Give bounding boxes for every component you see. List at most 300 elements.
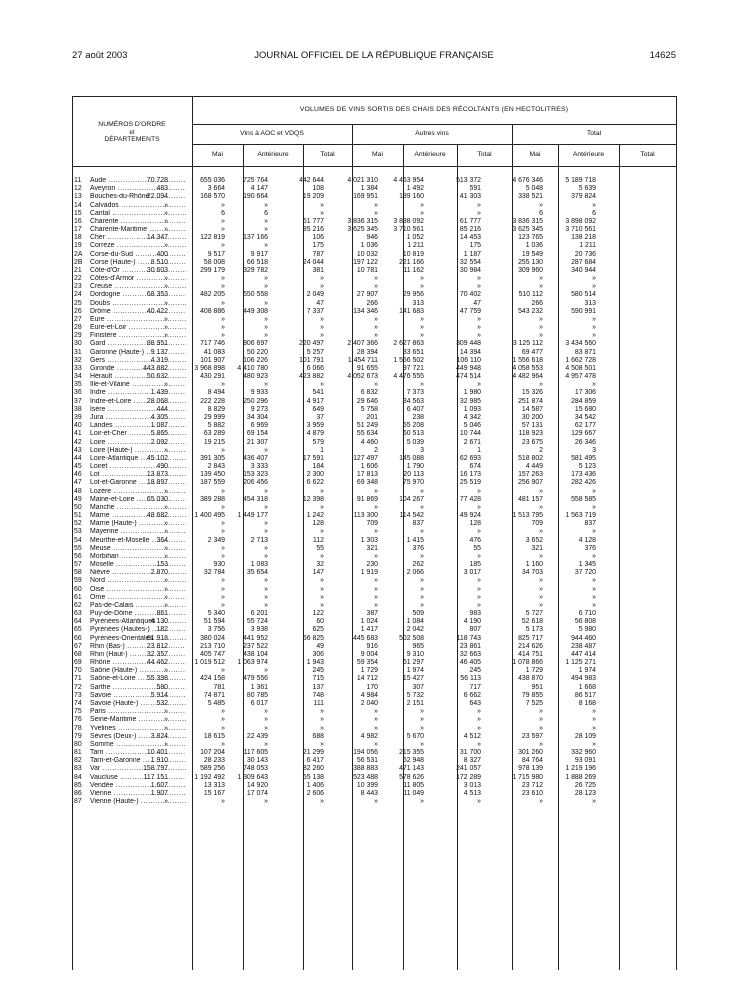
table-row: [72, 651, 676, 659]
total-mai: »: [477, 528, 481, 536]
autres-mai: 1 943: [306, 659, 324, 667]
row-department: Vendée .....: [90, 782, 186, 790]
total-mai: 807: [469, 626, 481, 634]
row-number: 58: [74, 569, 82, 577]
total-anterieure: »: [539, 798, 543, 806]
total-anterieure: 951: [531, 683, 543, 691]
autres-anterieure: »: [374, 740, 378, 748]
row-department: Orne .....: [90, 594, 186, 602]
table-row: [72, 267, 676, 275]
table-row: [72, 234, 676, 242]
total-anterieure: 69 477: [521, 348, 543, 356]
aoc-anterieure: »: [221, 708, 225, 716]
table-row: [72, 684, 676, 692]
table-row: [72, 389, 676, 397]
row-department: Saône-et-Loire .....: [90, 675, 186, 683]
aoc-total: 69 154: [246, 430, 268, 438]
aoc-anterieure: »: [221, 332, 225, 340]
autres-mai: 111: [313, 700, 324, 707]
aoc-total: »: [264, 487, 268, 495]
autres-mai: »: [320, 585, 324, 593]
aoc-mai: 182: [156, 626, 168, 634]
total-mai: 309 448: [456, 340, 481, 348]
row-number: 76: [74, 716, 82, 724]
table-row: [72, 324, 676, 332]
total-total: 1 668: [578, 683, 596, 691]
row-department: Bouches-du-Rhône .....: [90, 193, 186, 201]
stub-header-line3: DÉPARTEMENTS: [104, 136, 160, 143]
total-anterieure: 301 260: [518, 749, 543, 757]
row-number: 34: [74, 373, 82, 381]
aoc-total: 806 697: [243, 340, 268, 348]
autres-total: 578 626: [399, 773, 424, 781]
row-number: 19: [74, 242, 82, 250]
row-number: 60: [74, 585, 82, 593]
autres-total: 965: [412, 642, 424, 650]
aoc-mai: »: [164, 487, 168, 495]
total-total: 37 720: [574, 569, 596, 577]
row-department: Puy-de-Dôme .....: [90, 610, 186, 618]
autres-total: 60 513: [402, 430, 424, 438]
total-anterieure: 266: [531, 299, 543, 307]
aoc-anterieure: 405 747: [200, 650, 225, 658]
aoc-mai: »: [164, 601, 168, 609]
autres-anterieure: 709: [366, 520, 378, 528]
total-mai: »: [477, 324, 481, 332]
autres-total: 189 160: [399, 193, 424, 201]
autres-anterieure: »: [374, 201, 378, 209]
table-row: [72, 569, 676, 577]
row-department: Nièvre .....: [90, 569, 186, 577]
autres-mai: »: [320, 315, 324, 323]
table-row: [72, 537, 676, 545]
autres-mai: »: [320, 528, 324, 536]
autres-mai: 137: [312, 683, 324, 691]
aoc-total: 30 143: [246, 757, 268, 765]
table-row: [72, 504, 676, 512]
aoc-total: 14 920: [246, 781, 268, 789]
total-mai: 4 342: [463, 413, 481, 421]
autres-anterieure: 17 813: [356, 471, 378, 479]
aoc-mai: 61 918: [146, 634, 168, 642]
autres-total: 5 039: [406, 438, 424, 446]
total-total: 837: [584, 520, 596, 528]
row-department: Savoie .....: [90, 692, 186, 700]
total-total: 1 888 269: [565, 773, 596, 781]
row-department: Nord .....: [90, 577, 186, 585]
total-total: »: [592, 503, 596, 511]
total-mai: »: [477, 798, 481, 806]
autres-total: »: [420, 798, 424, 806]
total-anterieure: »: [539, 552, 543, 560]
row-number: 32: [74, 356, 82, 364]
row-department: Somme .....: [90, 741, 186, 749]
total-total: »: [592, 798, 596, 806]
aoc-mai: »: [164, 283, 168, 291]
aoc-mai: 70 728: [146, 177, 168, 184]
total-total: 4 508 501: [565, 364, 596, 372]
aoc-total: 66 518: [246, 258, 268, 266]
aoc-total: 6 969: [250, 422, 268, 430]
table-row: [72, 193, 676, 201]
aoc-anterieure: 8 494: [207, 389, 225, 397]
total-total: »: [592, 716, 596, 724]
autres-total: 221 166: [399, 258, 424, 266]
autres-mai: »: [320, 601, 324, 609]
total-mai: 983: [469, 610, 481, 618]
aoc-anterieure: 6: [221, 209, 225, 217]
total-mai: »: [477, 315, 481, 323]
total-anterieure: 1 513 795: [512, 512, 543, 520]
total-total: 93 091: [574, 757, 596, 765]
row-number: 64: [74, 618, 82, 626]
autres-mai: 688: [312, 732, 324, 740]
total-mai: 3 013: [463, 781, 481, 789]
total-total: 6 710: [578, 610, 596, 618]
aoc-anterieure: 41 083: [203, 348, 225, 356]
row-department: Saône (Haute-) .....: [90, 667, 186, 675]
row-number: 31: [74, 348, 82, 356]
aoc-total: 3 938: [250, 626, 268, 634]
total-mai: 32 985: [459, 397, 481, 405]
row-number: 44: [74, 454, 82, 462]
row-department: Marne (Haute-) .....: [90, 520, 186, 528]
table-row: [72, 782, 676, 790]
row-number: 22: [74, 275, 82, 283]
row-number: 62: [74, 601, 82, 609]
aoc-total: »: [264, 217, 268, 225]
autres-total: »: [420, 601, 424, 609]
autres-total: »: [420, 740, 424, 748]
autres-mai: 55: [316, 544, 324, 552]
table-row: [72, 716, 676, 724]
autres-total: 145 088: [399, 454, 424, 462]
autres-total: 62 948: [402, 757, 424, 765]
aoc-anterieure: 74 871: [203, 691, 225, 699]
aoc-anterieure: 213 710: [200, 642, 225, 650]
aoc-anterieure: »: [221, 544, 225, 552]
autres-mai: 21 299: [302, 749, 324, 757]
autres-total: »: [420, 487, 424, 495]
aoc-total: »: [264, 601, 268, 609]
total-anterieure: 978 139: [518, 765, 543, 773]
autres-mai: 541: [312, 389, 324, 397]
aoc-total: »: [264, 242, 268, 250]
autres-mai: »: [320, 593, 324, 601]
autres-anterieure: 127 497: [353, 454, 378, 462]
aoc-total: 6: [264, 209, 268, 217]
aoc-total: 2 713: [250, 536, 268, 544]
total-mai: 591: [469, 185, 481, 193]
autres-total: »: [420, 275, 424, 283]
row-department: Eure-et-Loir .....: [90, 324, 186, 332]
aoc-anterieure: 63 289: [203, 430, 225, 438]
subcol-header: Antérieure: [414, 151, 446, 158]
total-total: 3 898 092: [565, 217, 596, 225]
total-anterieure: 23 610: [521, 789, 543, 797]
autres-mai: 47: [316, 299, 324, 307]
row-number: 38: [74, 405, 82, 413]
autres-anterieure: 946: [366, 234, 378, 242]
autres-total: 3: [420, 446, 424, 454]
aoc-total: 725 764: [243, 177, 268, 184]
aoc-total: 1 083: [250, 561, 268, 569]
group-header-aoc: Vins à AOC et VDQS: [240, 130, 304, 137]
autres-anterieure: »: [374, 324, 378, 332]
total-anterieure: 1 160: [525, 561, 543, 569]
total-mai: 14 394: [459, 348, 481, 356]
aoc-anterieure: »: [221, 324, 225, 332]
aoc-anterieure: 32 784: [203, 569, 225, 577]
autres-total: 376: [412, 544, 424, 552]
autres-mai: »: [320, 275, 324, 283]
total-mai: 118 743: [456, 634, 481, 642]
row-number: 51: [74, 512, 82, 520]
autres-mai: 381: [312, 266, 324, 274]
total-anterieure: 1 556 618: [512, 356, 543, 364]
autres-mai: 108: [312, 185, 324, 193]
aoc-total: 206 456: [243, 479, 268, 487]
aoc-mai: »: [164, 593, 168, 601]
aoc-anterieure: 51 594: [203, 618, 225, 626]
total-anterieure: 57 131: [521, 422, 543, 430]
autres-anterieure: »: [374, 315, 378, 323]
total-mai: 3 017: [463, 569, 481, 577]
autres-mai: »: [320, 201, 324, 209]
total-total: 173 436: [571, 471, 596, 479]
aoc-total: 22 439: [246, 732, 268, 740]
aoc-anterieure: »: [221, 315, 225, 323]
aoc-anterieure: 781: [213, 683, 225, 691]
total-anterieure: 256 907: [518, 479, 543, 487]
autres-anterieure: 10 032: [356, 250, 378, 258]
total-anterieure: »: [539, 503, 543, 511]
total-total: 1 662 728: [565, 356, 596, 364]
autres-anterieure: 1 454 711: [347, 356, 378, 364]
autres-total: »: [420, 332, 424, 340]
total-anterieure: 2: [539, 446, 543, 454]
autres-anterieure: 197 122: [353, 258, 378, 266]
aoc-mai: 490: [156, 463, 168, 471]
total-total: 1 219 196: [565, 765, 596, 773]
aoc-anterieure: 3 664: [207, 185, 225, 193]
total-mai: »: [477, 209, 481, 217]
aoc-total: 50 220: [246, 348, 268, 356]
total-total: 15 680: [574, 405, 596, 413]
autres-mai: 106: [312, 234, 324, 242]
total-anterieure: »: [539, 740, 543, 748]
total-mai: 32 663: [459, 650, 481, 658]
autres-total: 262: [412, 561, 424, 569]
autres-total: 313: [412, 299, 424, 307]
table-row: [72, 496, 676, 504]
autres-total: »: [420, 552, 424, 560]
aoc-total: »: [264, 332, 268, 340]
table-row: [72, 422, 676, 430]
stub-header-line2: et: [129, 130, 135, 136]
table-row: [72, 259, 676, 267]
row-number: 48: [74, 487, 82, 495]
autres-mai: 37: [316, 413, 324, 421]
autres-total: »: [420, 593, 424, 601]
aoc-mai: »: [164, 585, 168, 593]
aoc-anterieure: 299 179: [200, 266, 225, 274]
table-row: [72, 708, 676, 716]
total-total: 332 960: [571, 749, 596, 757]
aoc-total: 137 166: [243, 234, 268, 242]
total-anterieure: 1 715 980: [512, 773, 543, 781]
total-anterieure: 510 112: [518, 291, 543, 299]
aoc-mai: »: [164, 528, 168, 536]
total-anterieure: »: [539, 324, 543, 332]
autres-anterieure: 8 443: [360, 789, 378, 797]
autres-mai: 649: [312, 405, 324, 413]
row-number: 14: [74, 201, 82, 209]
row-department: Marne .....: [90, 512, 186, 520]
total-total: »: [592, 275, 596, 283]
aoc-anterieure: 5 882: [207, 422, 225, 430]
total-mai: 30 984: [459, 266, 481, 274]
total-mai: 1 187: [463, 250, 481, 258]
autres-total: 1 556 502: [393, 356, 424, 364]
row-department: Manche .....: [90, 504, 186, 512]
aoc-mai: »: [164, 740, 168, 748]
total-total: »: [592, 740, 596, 748]
row-department: Savoie (Haute-) .....: [90, 700, 186, 708]
autres-total: 1 492: [406, 185, 424, 193]
autres-anterieure: 916: [366, 642, 378, 650]
total-mai: 55: [473, 544, 481, 552]
autres-anterieure: »: [374, 798, 378, 806]
autres-mai: »: [320, 503, 324, 511]
row-number: 26: [74, 307, 82, 315]
subcol-header: Total: [320, 151, 335, 158]
aoc-mai: 13 873: [146, 471, 168, 479]
row-department: Loire .....: [90, 439, 186, 447]
aoc-mai: 45 102: [146, 454, 168, 462]
aoc-mai: »: [164, 667, 168, 675]
total-total: 28 123: [574, 789, 596, 797]
autres-mai: 19 209: [302, 193, 324, 201]
total-mai: 6 662: [463, 691, 481, 699]
autres-total: 1 790: [406, 463, 424, 471]
aoc-anterieure: »: [221, 716, 225, 724]
total-total: 3: [592, 446, 596, 454]
row-number: 27: [74, 315, 82, 323]
aoc-total: »: [264, 324, 268, 332]
row-number: 73: [74, 691, 82, 699]
total-mai: 41 303: [459, 193, 481, 201]
aoc-total: 9 917: [250, 250, 268, 258]
subcol-header: Mai: [529, 151, 541, 158]
autres-anterieure: »: [374, 487, 378, 495]
total-total: »: [592, 528, 596, 536]
autres-total: 4 463 954: [393, 177, 424, 184]
aoc-total: 1 063 974: [237, 659, 268, 667]
total-mai: 4 513: [463, 789, 481, 797]
total-total: 8 168: [578, 700, 596, 707]
aoc-total: 748 053: [243, 765, 268, 773]
row-number: 81: [74, 749, 82, 757]
row-department: Rhin (Haut-) .....: [90, 651, 186, 659]
autres-total: 114 542: [399, 512, 424, 520]
row-number: 87: [74, 798, 82, 806]
row-number: 54: [74, 536, 82, 544]
table-row: [72, 765, 676, 773]
aoc-anterieure: »: [221, 552, 225, 560]
total-mai: »: [477, 740, 481, 748]
aoc-mai: 18 897: [146, 479, 168, 487]
autres-anterieure: 59 354: [356, 659, 378, 667]
aoc-total: »: [264, 708, 268, 716]
table-row: [72, 471, 676, 479]
autres-total: 15 427: [402, 675, 424, 683]
total-mai: 16 173: [459, 471, 481, 479]
autres-anterieure: 1 036: [360, 242, 378, 250]
aoc-mai: 50 632: [146, 373, 168, 381]
autres-mai: 2 049: [306, 291, 324, 299]
table-row: [72, 692, 676, 700]
autres-total: 10 819: [402, 250, 424, 258]
row-number: 78: [74, 724, 82, 732]
total-mai: 23 861: [459, 642, 481, 650]
total-anterieure: 438 870: [518, 675, 543, 683]
row-number: 40: [74, 422, 82, 430]
autres-anterieure: 51 249: [356, 422, 378, 430]
total-anterieure: »: [539, 283, 543, 291]
row-number: 16: [74, 217, 82, 225]
total-anterieure: 5 173: [525, 626, 543, 634]
autres-mai: 147: [312, 569, 324, 577]
table-row: [72, 218, 676, 226]
autres-mai: 2 606: [306, 789, 324, 797]
autres-total: »: [420, 585, 424, 593]
total-total: »: [592, 381, 596, 389]
aoc-anterieure: 13 313: [203, 781, 225, 789]
row-department: Lot-et-Garonne .....: [90, 479, 186, 487]
aoc-anterieure: 122 819: [200, 234, 225, 242]
aoc-anterieure: 3 968 898: [194, 364, 225, 372]
autres-total: »: [420, 577, 424, 585]
aoc-mai: »: [164, 520, 168, 528]
autres-mai: 442 644: [299, 177, 324, 184]
row-department: Charente .....: [90, 218, 186, 226]
row-number: 29: [74, 332, 82, 340]
autres-mai: 32: [316, 561, 324, 569]
row-department: Meuse .....: [90, 545, 186, 553]
row-number: 36: [74, 389, 82, 397]
total-mai: 85 216: [459, 226, 481, 234]
aoc-mai: 861: [156, 610, 168, 618]
total-anterieure: 123 765: [518, 234, 543, 242]
total-total: 282 426: [571, 479, 596, 487]
total-total: 34 542: [574, 413, 596, 421]
aoc-anterieure: 430 291: [200, 373, 225, 381]
autres-total: »: [420, 324, 424, 332]
total-mai: »: [477, 487, 481, 495]
aoc-total: 6 201: [250, 610, 268, 618]
autres-mai: 748: [312, 691, 324, 699]
row-department: Meurthe-et-Moselle .....: [90, 537, 186, 545]
total-total: 1 974: [578, 667, 596, 675]
autres-mai: »: [320, 209, 324, 217]
table-row: [72, 675, 676, 683]
table-row: [72, 185, 676, 193]
row-number: 70: [74, 667, 82, 675]
aoc-mai: 4 305: [150, 413, 168, 421]
row-number: 55: [74, 544, 82, 552]
autres-total: »: [420, 724, 424, 732]
